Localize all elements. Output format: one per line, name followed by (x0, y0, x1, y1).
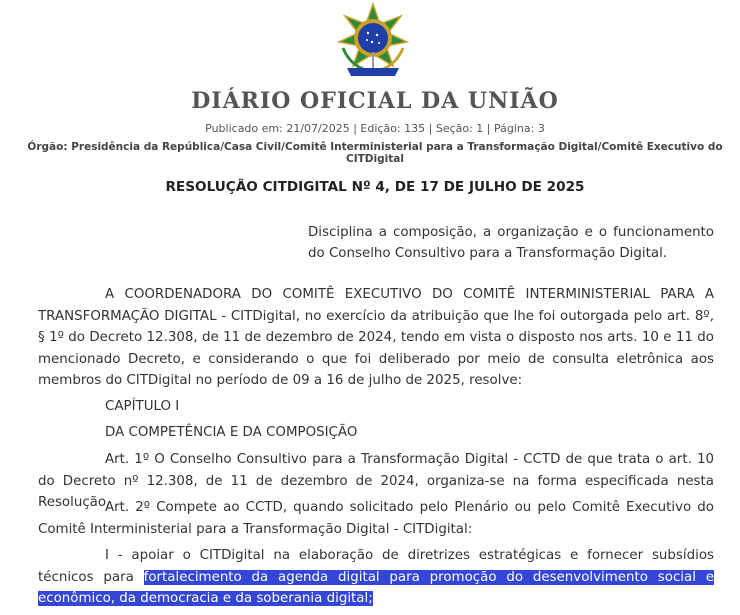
ementa: Disciplina a composição, a organização e o funcionamento do Conselho Consultivo para a Transformação Digital. (308, 225, 714, 261)
inciso-1 (38, 545, 714, 610)
brasao-da-republica-icon (333, 2, 413, 78)
document-title: RESOLUÇÃO CITDIGITAL Nº 4, DE 17 DE JULHO DE 2025 (165, 179, 585, 195)
article-2: Art. 2º Compete ao CCTD, quando solicitado pelo Plenário ou pelo Comitê Executivo do Comitê Interministerial para a Transformação Digital - CITDigital: (38, 500, 714, 537)
preamble-paragraph: A COORDENADORA DO COMITÊ EXECUTIVO DO COMITÊ INTERMINISTERIAL PARA A TRANSFORMAÇÃO DIGITAL - CITDigital, no exercício da atribuição que lhe foi outorgada pelo art. 8º, § 1º do Decreto 12.308, de 11 de dezembro de 2024, tendo em vista o disposto nos arts. 10 e 11 do mencionado Decreto, e considerando o que foi deliberado por meio de consulta eletrônica aos membros do CITDigital no período de 09 a 16 de julho de 2025, resolve: (38, 287, 714, 388)
selected-text[interactable]: fortalecimento da agenda digital para promoção do desenvolvimento social e econômico, da democracia e da soberania digital; (38, 569, 714, 606)
inciso-1-text: I - apoiar o CITDigital na elaboração de diretrizes estratégicas e fornecer subsídios técnicos para (38, 548, 714, 585)
masthead-title: DIÁRIO OFICIAL DA UNIÃO (191, 88, 559, 114)
article-1: Art. 1º O Conselho Consultivo para a Transformação Digital - CCTD de que trata o art. 10 do Decreto nº 12.308, de 11 de dezembro de 2024, organiza-se na forma especificada nesta Resolução. (38, 452, 714, 510)
chapter-title: DA COMPETÊNCIA E DA COMPOSIÇÃO (105, 425, 358, 440)
publication-info: Publicado em: 21/07/2025 | Edição: 135 | Seção: 1 | Página: 3 (205, 122, 545, 135)
chapter-heading: CAPÍTULO I (105, 399, 180, 414)
orgao-line: Órgão: Presidência da República/Casa Civil/Comitê Interministerial para a Transformação Digital/Comitê Executivo do CITDigital (27, 141, 723, 165)
